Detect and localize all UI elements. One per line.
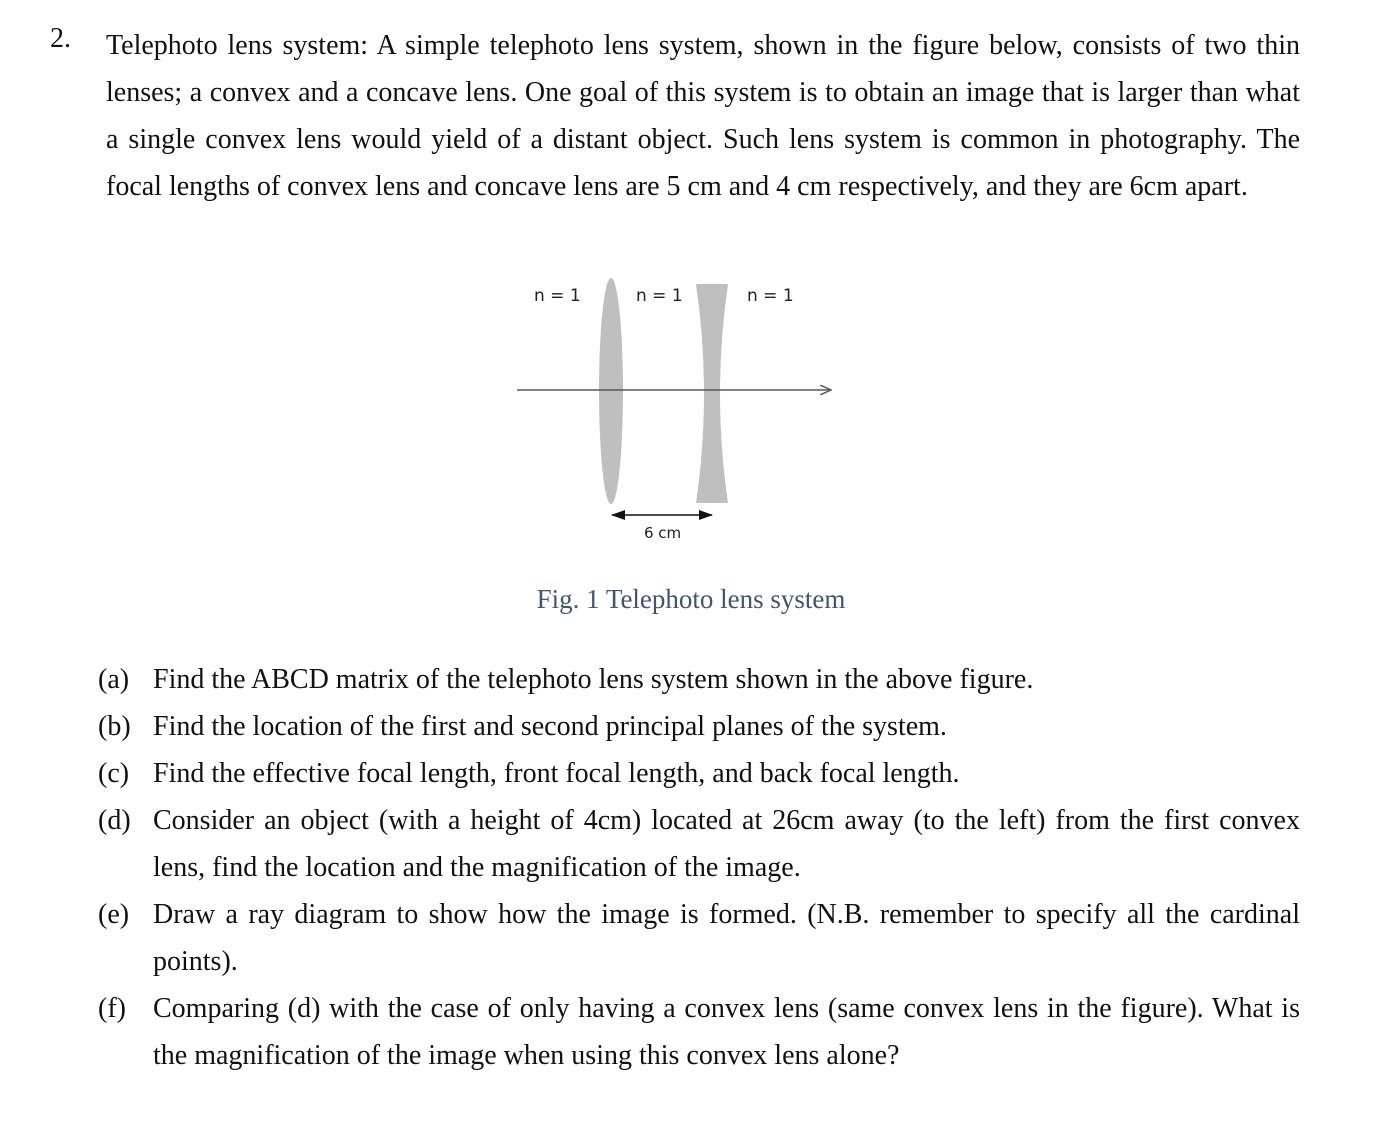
question-parts	[98, 656, 1300, 1079]
part-label: (e)	[98, 899, 130, 930]
lens-figure	[500, 270, 880, 560]
figure-caption: Fig. 1 Telephoto lens system	[536, 584, 846, 614]
part-label: (f)	[98, 993, 126, 1024]
refractive-index-right: n = 1	[747, 286, 794, 306]
part-text: Find the location of the first and second principal planes of the system.	[153, 711, 947, 742]
question-part-e	[98, 891, 1300, 985]
question-intro: Telephoto lens system: A simple telephoto lens system, shown in the figure below, consists of two thin lenses; a convex and a concave lens. One goal of this system is to obtain an image that is larger than what a single convex lens would yield of a distant object. Such lens system is common in photography. The focal lengths of convex lens and concave lens are 5 cm and 4 cm respectively, and they are 6cm apart.	[106, 30, 1300, 202]
question-part-a	[98, 656, 1300, 703]
convex-lens	[599, 278, 623, 504]
part-text: Find the effective focal length, front focal length, and back focal length.	[153, 758, 960, 789]
question-part-c	[98, 750, 1300, 797]
question-part-b	[98, 703, 1300, 750]
question-part-d	[98, 797, 1300, 891]
concave-lens	[696, 284, 728, 503]
refractive-index-left: n = 1	[534, 286, 581, 306]
lens-diagram	[500, 270, 880, 560]
refractive-index-middle: n = 1	[636, 286, 683, 306]
part-label: (d)	[98, 805, 131, 836]
part-label: (c)	[98, 758, 130, 789]
part-text: Find the ABCD matrix of the telephoto lens system shown in the above figure.	[153, 664, 1034, 695]
part-label: (b)	[98, 711, 131, 742]
part-text: Consider an object (with a height of 4cm) located at 26cm away (to the left) from the first convex lens, find the location and the magnification of the image.	[153, 805, 1300, 883]
question-part-f	[98, 985, 1300, 1079]
question-number: 2.	[50, 23, 71, 54]
part-text: Comparing (d) with the case of only having a convex lens (same convex lens in the figure). What is the magnification of the image when using this convex lens alone?	[153, 993, 1300, 1071]
part-label: (a)	[98, 664, 130, 695]
part-text: Draw a ray diagram to show how the image is formed. (N.B. remember to specify all the cardinal points).	[153, 899, 1300, 977]
separation-label: 6 cm	[644, 524, 682, 542]
